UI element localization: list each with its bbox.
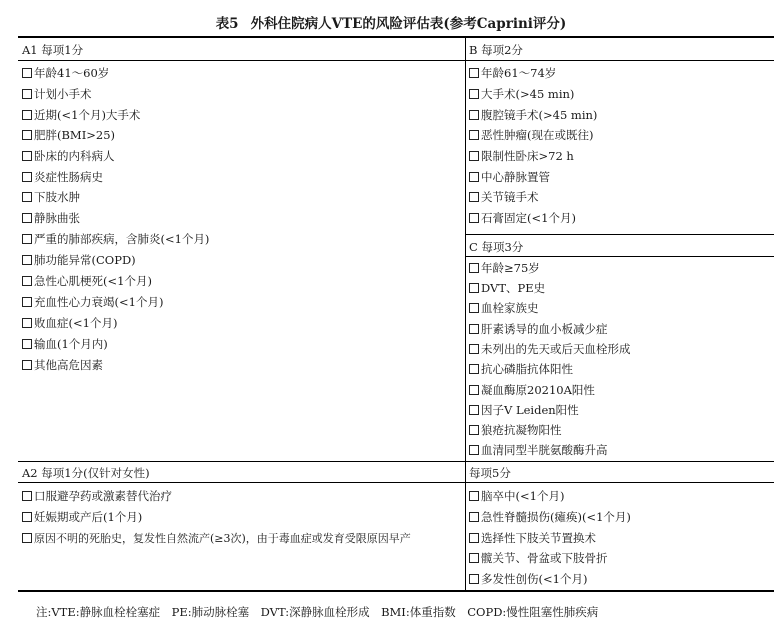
a1-item: 败血症(<1个月) <box>22 315 117 331</box>
checkbox-icon <box>469 172 479 182</box>
table-number: 表5 <box>215 16 239 32</box>
checkbox-icon <box>22 491 32 501</box>
c-item: 年龄≥75岁 <box>469 260 540 276</box>
a1-item: 输血(1个月内) <box>22 336 108 352</box>
checkbox-icon <box>22 213 32 223</box>
checkbox-icon <box>469 385 479 395</box>
checkbox-icon <box>469 553 479 563</box>
checkbox-icon <box>22 89 32 99</box>
checkbox-icon <box>469 192 479 202</box>
b-item: 年龄61～74岁 <box>469 65 556 81</box>
checkbox-icon <box>22 68 32 78</box>
a1-item: 近期(<1个月)大手术 <box>22 107 140 123</box>
checkbox-icon <box>22 172 32 182</box>
c-item: 血清同型半胱氨酸酶升高 <box>469 442 608 458</box>
top-rule <box>18 36 774 38</box>
checkbox-icon <box>22 255 32 265</box>
a2-header: A2 每项1分(仅针对女性) <box>22 466 150 480</box>
d-item: 选择性下肢关节置换术 <box>469 530 596 546</box>
checkbox-icon <box>469 68 479 78</box>
checkbox-icon <box>22 360 32 370</box>
b-item: 中心静脉置管 <box>469 169 550 185</box>
d-item: 髋关节、骨盆或下肢骨折 <box>469 550 608 566</box>
c-item: 因子V Leiden阳性 <box>469 402 579 418</box>
a1-item: 急性心肌梗死(<1个月) <box>22 273 152 289</box>
checkbox-icon <box>469 213 479 223</box>
checkbox-icon <box>469 425 479 435</box>
a1-item: 肺功能异常(COPD) <box>22 252 136 268</box>
a1-item: 计划小手术 <box>22 86 92 102</box>
a1-item: 静脉曲张 <box>22 210 80 226</box>
a1-item: 其他高危因素 <box>22 357 103 373</box>
c-item: 抗心磷脂抗体阳性 <box>469 361 573 377</box>
checkbox-icon <box>469 283 479 293</box>
a1-item: 充血性心力衰竭(<1个月) <box>22 294 163 310</box>
b-item: 关节镜手术 <box>469 189 539 205</box>
column-divider <box>465 36 466 591</box>
checkbox-icon <box>22 234 32 244</box>
checkbox-icon <box>469 512 479 522</box>
bottom-rule <box>18 590 774 592</box>
table-title <box>0 12 782 32</box>
checkbox-icon <box>469 364 479 374</box>
a1-item: 下肢水肿 <box>22 189 80 205</box>
c-item: 肝素诱导的血小板减少症 <box>469 321 608 337</box>
c-item: 凝血酶原20210A阳性 <box>469 382 595 398</box>
a1-item: 严重的肺部疾病，含肺炎(<1个月) <box>22 231 209 247</box>
c-item: 狼疮抗凝物阳性 <box>469 422 562 438</box>
checkbox-icon <box>22 151 32 161</box>
a1-header: A1 每项1分 <box>22 43 84 57</box>
a1-item: 炎症性肠病史 <box>22 169 103 185</box>
b-header: B 每项2分 <box>469 43 523 57</box>
checkbox-icon <box>469 574 479 584</box>
checkbox-icon <box>22 512 32 522</box>
a1-item: 卧床的内科病人 <box>22 148 115 164</box>
checkbox-icon <box>469 110 479 120</box>
checkbox-icon <box>469 89 479 99</box>
checkbox-icon <box>469 491 479 501</box>
d-header: 每项5分 <box>469 466 511 480</box>
checkbox-icon <box>22 533 32 543</box>
c-header-rule <box>465 256 774 257</box>
checkbox-icon <box>469 303 479 313</box>
a2-item: 原因不明的死胎史，复发性自然流产(≥3次)，由于毒血症或发育受限原因早产 <box>22 530 411 546</box>
b-item: 恶性肿瘤(现在或既往) <box>469 127 593 143</box>
b-item: 腹腔镜手术(>45 min) <box>469 107 597 123</box>
a2-item: 妊娠期或产后(1个月) <box>22 509 142 525</box>
checkbox-icon <box>469 130 479 140</box>
a2-item: 口服避孕药或激素替代治疗 <box>22 488 172 504</box>
d-item: 急性脊髓损伤(瘫痪)(<1个月) <box>469 509 631 525</box>
table-note: 注:VTE:静脉血栓栓塞症 PE:肺动脉栓塞 DVT:深静脉血栓形成 BMI:体重指数 COPD:慢性阻塞性肺疾病 <box>36 605 599 619</box>
d-item: 多发性创伤(<1个月) <box>469 571 587 587</box>
checkbox-icon <box>469 533 479 543</box>
mid-rule <box>18 461 774 462</box>
checkbox-icon <box>469 324 479 334</box>
checkbox-icon <box>469 445 479 455</box>
c-item: DVT、PE史 <box>469 280 545 296</box>
a1-item: 肥胖(BMI>25) <box>22 127 115 143</box>
checkbox-icon <box>22 318 32 328</box>
checkbox-icon <box>22 192 32 202</box>
checkbox-icon <box>22 276 32 286</box>
checkbox-icon <box>22 339 32 349</box>
b-item: 大手术(>45 min) <box>469 86 574 102</box>
checkbox-icon <box>469 151 479 161</box>
checkbox-icon <box>22 297 32 307</box>
b-item: 限制性卧床>72 h <box>469 148 574 164</box>
a1-item: 年龄41～60岁 <box>22 65 109 81</box>
c-item: 血栓家族史 <box>469 300 539 316</box>
lower-header-rule <box>18 482 774 483</box>
c-header: C 每项3分 <box>469 240 524 254</box>
header-rule <box>18 60 774 61</box>
c-item: 未列出的先天或后天血栓形成 <box>469 341 631 357</box>
table-caption: 外科住院病人VTE的风险评估表(参考Caprini评分) <box>250 16 567 32</box>
checkbox-icon <box>469 263 479 273</box>
c-section-top-rule <box>465 234 774 235</box>
checkbox-icon <box>469 344 479 354</box>
checkbox-icon <box>22 110 32 120</box>
b-item: 石膏固定(<1个月) <box>469 210 576 226</box>
checkbox-icon <box>469 405 479 415</box>
checkbox-icon <box>22 130 32 140</box>
d-item: 脑卒中(<1个月) <box>469 488 564 504</box>
